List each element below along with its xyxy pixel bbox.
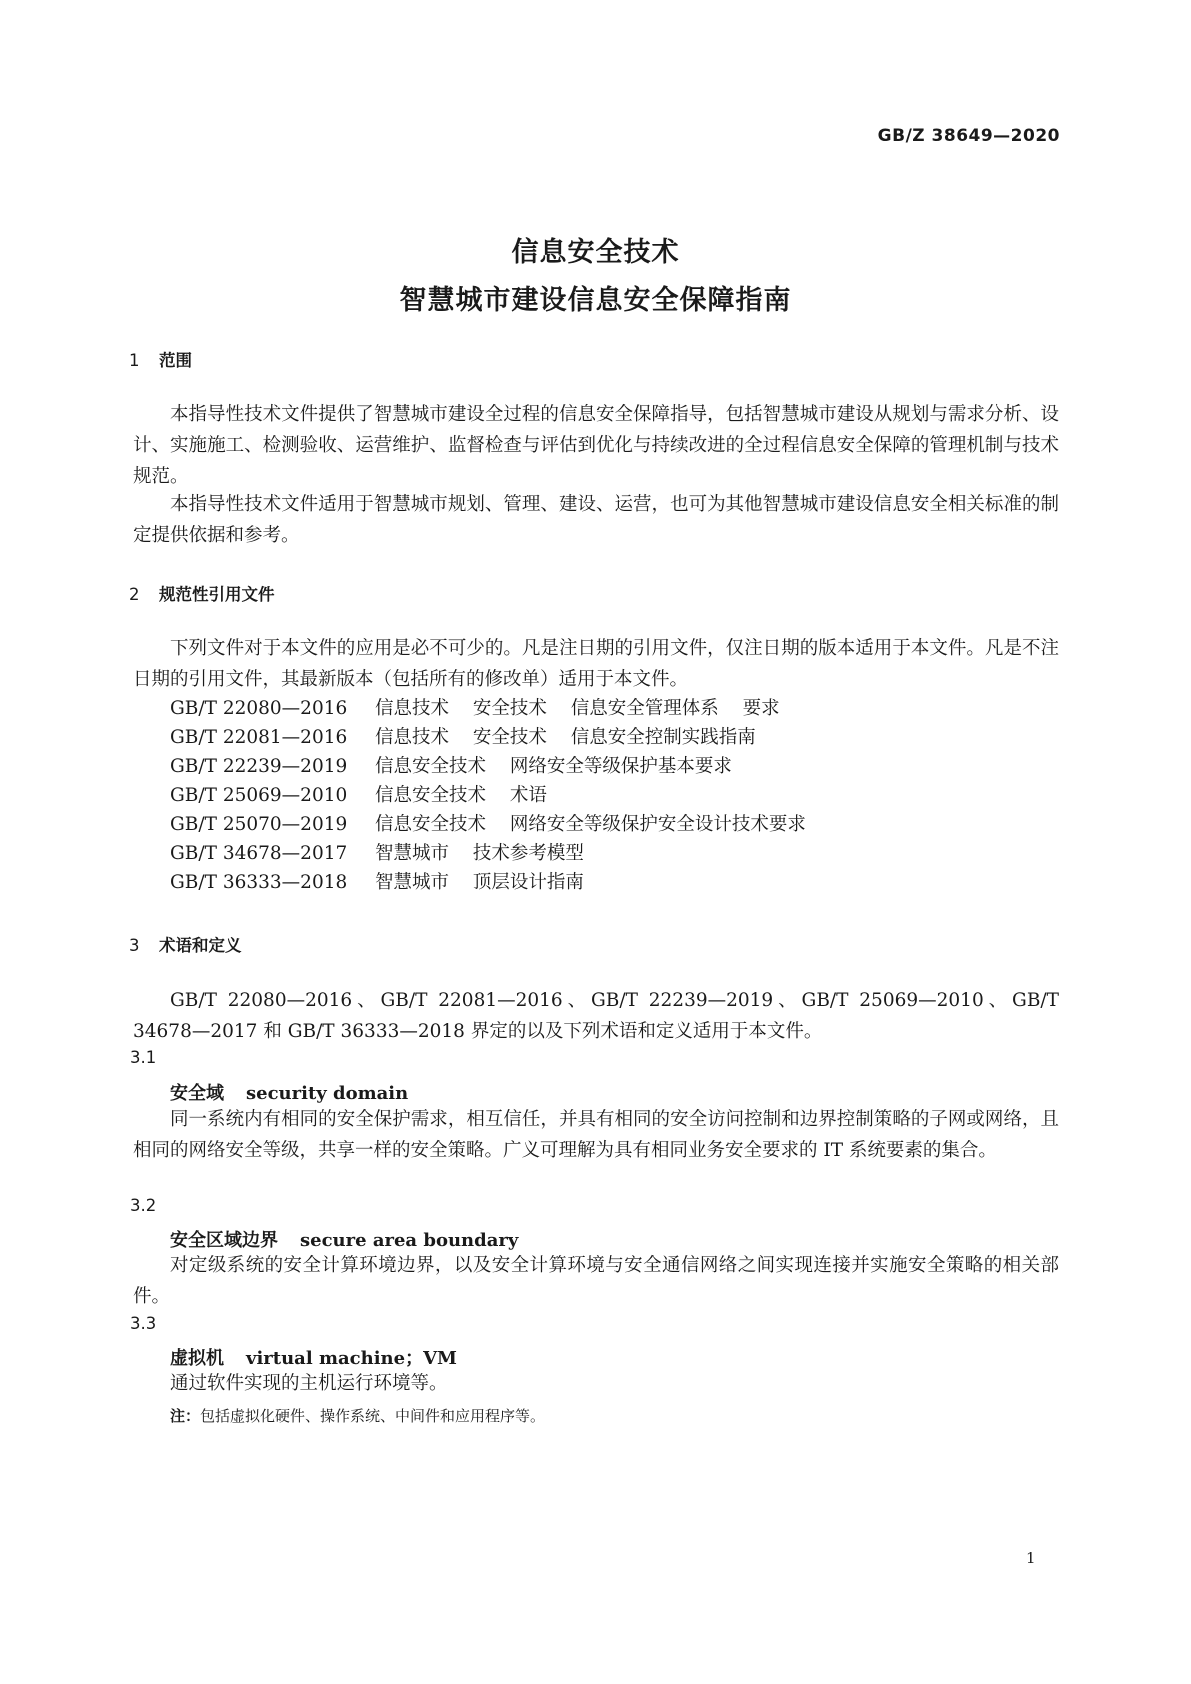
reference-item	[170, 751, 732, 782]
section-title: 术语和定义	[159, 936, 242, 955]
term-definition: 同一系统内有相同的安全保护需求，相互信任，并具有相同的安全访问控制和边界控制策略的子网或网络，且相同的网络安全等级，共享一样的安全策略。广义可理解为具有相同业务安全要求的 IT 系统要素的集合。	[133, 1109, 1059, 1161]
document-title-line-2: 智慧城市建设信息安全保障指南	[399, 285, 792, 316]
term-heading	[170, 1226, 518, 1252]
term-en: secure area boundary	[300, 1230, 519, 1251]
section-1-heading	[129, 347, 192, 371]
reference-item	[170, 780, 547, 811]
term-zh: 虚拟机	[170, 1348, 224, 1369]
normative-references-intro: 下列文件对于本文件的应用是必不可少的。凡是注日期的引用文件，仅注日期的版本适用于本文件。凡是不注日期的引用文件，其最新版本（包括所有的修改单）适用于本文件。	[133, 638, 1059, 690]
clause-number: 3.3	[130, 1314, 157, 1333]
term-en: security domain	[246, 1083, 409, 1104]
reference-code: GB/T 25069—2010	[170, 785, 348, 806]
section-number: 1	[129, 351, 140, 370]
reference-code: GB/T 22239—2019	[170, 756, 348, 777]
reference-code: GB/T 34678—2017	[170, 843, 348, 864]
section-title: 规范性引用文件	[159, 585, 275, 604]
reference-item	[170, 867, 584, 898]
reference-code: GB/T 22080—2016	[170, 698, 348, 719]
document-title-line-1: 信息安全技术	[511, 237, 680, 268]
section-number: 2	[129, 585, 140, 604]
section-title: 范围	[159, 351, 192, 370]
scope-paragraph-2: 本指导性技术文件适用于智慧城市规划、管理、建设、运营，也可为其他智慧城市建设信息安全相关标准的制定提供依据和参考。	[133, 494, 1059, 546]
term-note	[170, 1405, 545, 1426]
note-label: 注：	[170, 1407, 201, 1425]
reference-item	[170, 722, 756, 753]
reference-title: 信息安全技术 网络安全等级保护基本要求	[375, 756, 732, 777]
reference-title: 智慧城市 顶层设计指南	[375, 872, 584, 893]
term-definition: 对定级系统的安全计算环境边界，以及安全计算环境与安全通信网络之间实现连接并实施安全策略的相关部件。	[133, 1255, 1059, 1307]
terms-intro: GB/T 22080—2016、GB/T 22081—2016、GB/T 22239—2019、GB/T 25069—2010、GB/T 34678—2017 和 GB/T 36333—2018 界定的以及下列术语和定义适用于本文件。	[133, 990, 1059, 1042]
standard-code: GB/Z 38649—2020	[877, 126, 1060, 146]
reference-title: 信息技术 安全技术 信息安全控制实践指南	[375, 727, 756, 748]
reference-code: GB/T 36333—2018	[170, 872, 348, 893]
reference-code: GB/T 22081—2016	[170, 727, 348, 748]
reference-title: 智慧城市 技术参考模型	[375, 843, 584, 864]
reference-title: 信息安全技术 网络安全等级保护安全设计技术要求	[375, 814, 806, 835]
reference-item	[170, 809, 806, 840]
page-number: 1	[1026, 1549, 1036, 1567]
reference-item	[170, 838, 584, 869]
reference-code: GB/T 25070—2019	[170, 814, 348, 835]
term-zh: 安全区域边界	[170, 1230, 278, 1251]
reference-item	[170, 693, 780, 724]
reference-title: 信息技术 安全技术 信息安全管理体系 要求	[375, 698, 780, 719]
clause-number: 3.1	[130, 1048, 157, 1067]
term-definition: 通过软件实现的主机运行环境等。	[170, 1373, 448, 1394]
clause-number: 3.2	[130, 1196, 157, 1215]
section-3-heading	[129, 932, 242, 956]
reference-title: 信息安全技术 术语	[375, 785, 547, 806]
note-text: 包括虚拟化硬件、操作系统、中间件和应用程序等。	[200, 1407, 546, 1425]
section-2-heading	[129, 581, 275, 605]
term-heading	[170, 1344, 457, 1370]
term-zh: 安全域	[170, 1083, 224, 1104]
term-heading	[170, 1079, 408, 1105]
term-en: virtual machine；VM	[246, 1348, 457, 1369]
scope-paragraph-1: 本指导性技术文件提供了智慧城市建设全过程的信息安全保障指导，包括智慧城市建设从规划与需求分析、设计、实施施工、检测验收、运营维护、监督检查与评估到优化与持续改进的全过程信息安全保障的管理机制与技术规范。	[133, 404, 1059, 487]
section-number: 3	[129, 936, 140, 955]
